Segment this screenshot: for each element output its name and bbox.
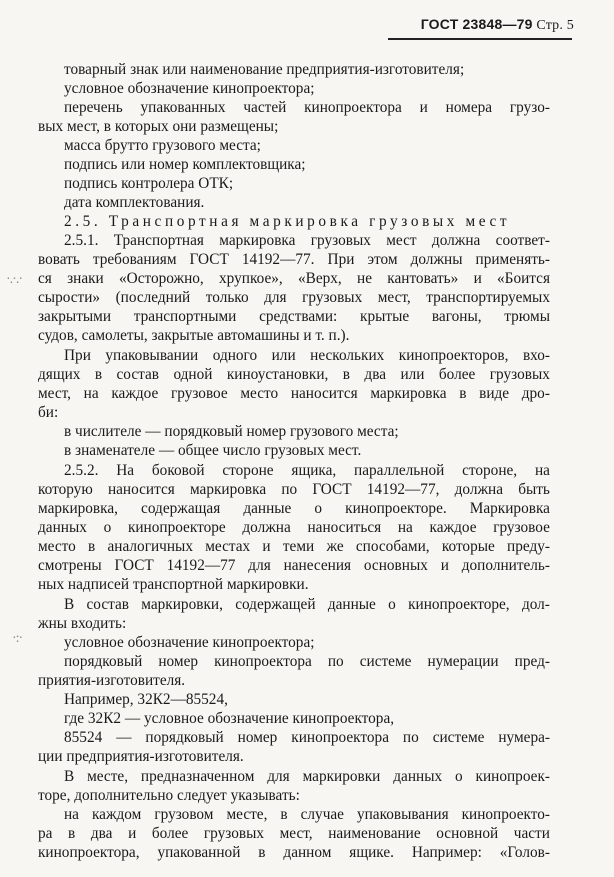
word: При <box>327 251 355 268</box>
word: или <box>400 366 425 383</box>
text-line: вых мест, в которых они размещены; <box>38 118 279 135</box>
word: грузовое <box>170 385 228 402</box>
text-line: условное обозначение кинопроектора; <box>64 80 315 97</box>
text-line: условное обозначение кинопроектора; <box>64 634 315 651</box>
word: более <box>151 825 189 842</box>
word: частей <box>243 99 287 116</box>
word: содержащая <box>141 500 221 517</box>
word: Например: <box>411 844 482 861</box>
text-line <box>64 346 550 365</box>
word: состав <box>116 366 160 383</box>
word: маркировка <box>370 385 447 402</box>
word: упаковывания <box>356 806 449 823</box>
word: каждое <box>429 519 477 536</box>
word: стороне <box>222 462 274 479</box>
word: вагоны, <box>431 308 482 325</box>
text-line: судов, самолеты, закрытые автомашины и т. п.). <box>38 327 350 344</box>
word: наносится <box>107 481 175 498</box>
text-line <box>38 307 550 326</box>
word: номера <box>445 99 493 116</box>
word: же <box>326 538 344 555</box>
word: предназначенном <box>140 768 255 785</box>
word: на <box>64 806 79 823</box>
word: и <box>262 538 271 555</box>
word: для <box>248 557 271 574</box>
word: дящих <box>38 366 81 383</box>
word: на <box>534 462 550 479</box>
word: «Верх, <box>297 270 342 287</box>
word: смотрены <box>38 557 102 574</box>
word: стороне, <box>462 462 518 479</box>
word: преду- <box>507 538 550 555</box>
word: в <box>459 385 467 402</box>
word: одной <box>173 366 213 383</box>
word: закрытыми <box>38 308 112 325</box>
text-line <box>64 805 550 824</box>
word: системе <box>359 653 412 670</box>
word: грузовых <box>203 825 265 842</box>
word: транспортируемых <box>426 289 550 306</box>
word: боковой <box>151 462 205 479</box>
text-line <box>38 250 550 269</box>
word: порядковый <box>145 729 224 746</box>
word: Маркировка <box>469 500 550 517</box>
word: ящика, <box>291 462 337 479</box>
word: на <box>397 519 413 536</box>
word: дополнитель- <box>461 557 550 574</box>
word: дро- <box>521 385 550 402</box>
word: кинопроекторе. <box>345 500 447 517</box>
word: месте, <box>87 768 129 785</box>
word: мест <box>386 232 417 249</box>
word: На <box>116 462 135 479</box>
word: этом <box>367 251 398 268</box>
word: теми <box>282 538 315 555</box>
word: два <box>90 825 113 842</box>
word: содержащей <box>235 596 316 613</box>
word: должна <box>242 519 291 536</box>
word: кинопроекторе, <box>408 596 510 613</box>
text-line <box>64 461 550 480</box>
word: нескольких <box>310 347 385 364</box>
word: и <box>473 270 482 287</box>
text-line: Например, 32К2—85524, <box>64 691 228 708</box>
text-line <box>64 98 550 117</box>
word: ГОСТ <box>312 481 352 498</box>
word: по <box>327 653 344 670</box>
word: случае <box>300 806 344 823</box>
word: кинопроекто- <box>461 806 550 823</box>
text-line <box>38 365 550 384</box>
word: мест, <box>38 385 71 402</box>
word: ящике. <box>349 844 394 861</box>
word: маркировки <box>302 768 381 785</box>
word: ся <box>38 270 52 287</box>
word: о <box>103 519 112 536</box>
word: хрупкое», <box>219 270 283 287</box>
word: грузовом <box>154 806 214 823</box>
word: маркировка <box>219 232 296 249</box>
word: требованиям <box>92 251 177 268</box>
word: основных <box>363 557 428 574</box>
word: наносится <box>290 385 358 402</box>
word: системе <box>432 729 485 746</box>
word: мест, <box>377 289 411 306</box>
text-line <box>64 231 550 250</box>
text-line <box>38 556 550 575</box>
word: месте, <box>226 806 268 823</box>
word: которые <box>441 538 495 555</box>
word: грузовое <box>493 519 550 536</box>
word: При <box>64 347 91 364</box>
word: или <box>271 347 296 364</box>
word: (последний <box>115 289 191 306</box>
word: в <box>342 366 350 383</box>
word: основной <box>436 825 499 842</box>
word: кинопроектора <box>214 653 312 670</box>
text-line: приятия-изготовителя. <box>38 672 186 689</box>
word: в <box>280 806 288 823</box>
word: по <box>402 729 419 746</box>
word: для <box>264 289 287 306</box>
text-line: где 32К2 — условное обозначение кинопроектора, <box>64 710 395 727</box>
word: маркировка <box>189 481 267 498</box>
word: состав <box>86 596 129 613</box>
word: 2.5.2. <box>64 462 99 479</box>
word: данных <box>38 519 87 536</box>
word: средствами: <box>259 308 338 325</box>
word: номер <box>237 729 278 746</box>
word: 2.5.1. <box>64 232 99 249</box>
word: в <box>88 538 96 555</box>
word: упакованных <box>140 99 226 116</box>
word: ра <box>38 825 53 842</box>
text-line <box>64 767 550 786</box>
word: нумера- <box>498 729 550 746</box>
word: и <box>128 825 137 842</box>
word: параллельной <box>354 462 445 479</box>
word: транспортными <box>133 308 237 325</box>
word: упакованной <box>157 844 241 861</box>
word: каждое <box>111 385 159 402</box>
margin-mark: ·:· <box>12 631 23 646</box>
word: ГОСТ <box>114 557 154 574</box>
spacer <box>38 858 550 877</box>
word: для <box>267 768 290 785</box>
text-line <box>38 480 550 499</box>
word: данных <box>393 768 443 785</box>
word: нумерации <box>427 653 499 670</box>
text-line: торе, дополнительно следует указывать: <box>38 787 300 804</box>
word: части <box>513 825 550 842</box>
word: и <box>440 557 449 574</box>
text-line: ции предприятия-изготовителя. <box>38 748 244 765</box>
word: на <box>83 385 99 402</box>
word: нанесения <box>283 557 352 574</box>
section-heading: 2.5. Транспортная маркировка грузовых мест <box>64 213 511 230</box>
word: о <box>455 768 463 785</box>
word: не <box>357 270 372 287</box>
word: аналогичных <box>107 538 193 555</box>
word: мест, <box>279 825 313 842</box>
text-line <box>64 595 550 614</box>
word: дол- <box>521 596 550 613</box>
word: вхо- <box>522 347 550 364</box>
text-line <box>64 652 550 671</box>
word: кинопроектора, <box>38 844 140 861</box>
text-line: товарный знак или наименование предприятия-изготовителя; <box>64 61 465 78</box>
word: кинопроекторов, <box>398 347 509 364</box>
word: место <box>38 538 76 555</box>
text-line: в числителе — порядковый номер грузового места; <box>64 423 399 440</box>
word: — <box>116 729 132 746</box>
word: маркировка, <box>38 500 118 517</box>
text-line <box>38 824 550 843</box>
word: 14192—77 <box>166 557 236 574</box>
word: порядковый <box>64 653 143 670</box>
word: «Голов- <box>499 844 550 861</box>
word: должна <box>431 232 481 249</box>
word: грузовых <box>489 366 550 383</box>
word: кинопроекторе <box>127 519 226 536</box>
text-line: подпись или номер комплектовщика; <box>64 156 306 173</box>
text-line: би: <box>38 404 59 421</box>
text-line <box>64 728 550 747</box>
text-line: ных надписей транспортной маркировки. <box>38 576 309 593</box>
word: данные <box>243 500 292 517</box>
word: местах <box>205 538 251 555</box>
word: перечень <box>64 99 123 116</box>
word: киноустановки, <box>226 366 329 383</box>
word: крытые <box>360 308 410 325</box>
word: кинопроек- <box>475 768 550 785</box>
word: вовать <box>38 251 80 268</box>
word: упаковывании <box>105 347 199 364</box>
word: каждом <box>91 806 142 823</box>
text-line: дата комплектования. <box>64 194 205 211</box>
word: и <box>419 99 428 116</box>
word: номер <box>158 653 199 670</box>
word: в <box>68 825 76 842</box>
word: трюмы <box>504 308 550 325</box>
word: В <box>64 596 75 613</box>
word: применять- <box>475 251 550 268</box>
word: о <box>314 500 323 517</box>
word: в <box>258 844 266 861</box>
page-header <box>421 16 574 34</box>
word: сырости» <box>38 289 101 306</box>
word: 14192—77, <box>366 481 440 498</box>
word: в <box>94 366 103 383</box>
word: место <box>240 385 279 402</box>
text-line <box>38 518 550 537</box>
word: наименование <box>328 825 421 842</box>
word: одного <box>212 347 258 364</box>
word: В <box>64 768 75 785</box>
word: только <box>205 289 249 306</box>
standard-number: ГОСТ 23848—79 <box>420 16 533 32</box>
word: которую <box>38 481 93 498</box>
word: «Осторожно, <box>119 270 204 287</box>
word: грузовых <box>310 232 371 249</box>
word: быть <box>518 481 550 498</box>
word: данные <box>327 596 376 613</box>
word: Транспортная <box>113 232 204 249</box>
word: знаки <box>67 270 104 287</box>
word: «Боится <box>497 270 550 287</box>
text-line <box>38 537 550 556</box>
word: должны <box>410 251 463 268</box>
word: кантовать» <box>387 270 459 287</box>
text-line <box>38 288 550 307</box>
word: маркировки, <box>141 596 223 613</box>
text-line <box>38 384 550 403</box>
word: виде <box>479 385 510 402</box>
word: пред- <box>514 653 550 670</box>
header-rule <box>388 38 572 40</box>
page-number: Стр. 5 <box>536 18 574 33</box>
word: кинопроектора <box>304 99 402 116</box>
word: ГОСТ <box>189 251 229 268</box>
word: грузовых <box>302 289 363 306</box>
word: должна <box>454 481 504 498</box>
word: кинопроектора <box>291 729 389 746</box>
word: по <box>281 481 298 498</box>
word: 14192—77. <box>241 251 315 268</box>
word: данном <box>283 844 332 861</box>
word: 85524 <box>64 729 103 746</box>
text-line: жны входить: <box>38 615 127 632</box>
text-line: масса брутто грузового места; <box>64 137 261 154</box>
text-line: в знаменателе — общее число грузовых мест. <box>64 442 362 459</box>
word: более <box>438 366 476 383</box>
word: наноситься <box>307 519 382 536</box>
word: соответ- <box>495 232 550 249</box>
word: два <box>364 366 387 383</box>
word: грузо- <box>509 99 550 116</box>
word: способами, <box>355 538 430 555</box>
text-line <box>38 269 550 288</box>
text-line <box>38 499 550 518</box>
text-line: подпись контролера ОТК; <box>64 175 234 192</box>
word: о <box>388 596 396 613</box>
margin-mark: ·.·.· <box>6 272 22 287</box>
